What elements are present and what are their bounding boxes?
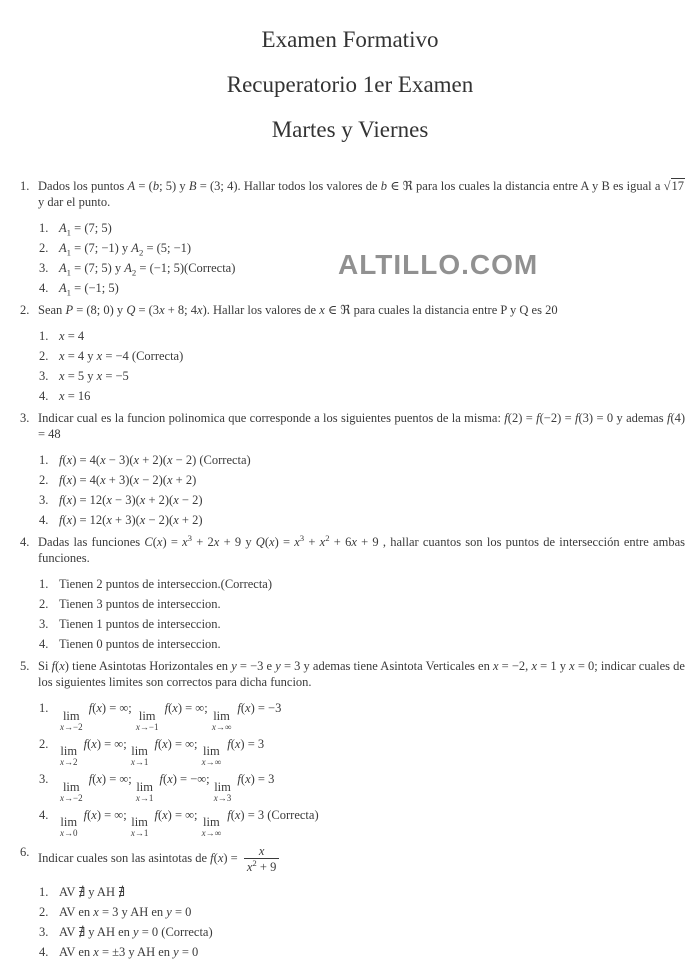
option-number: 3. [39,369,49,383]
option-item [39,472,685,488]
option-number: 1. [39,701,49,715]
question-statement-row [20,534,685,566]
option-number: 3. [39,493,49,507]
option-number: 1. [39,329,49,343]
option-text: x = 4 y x = −4 (Correcta) [59,349,184,363]
questions-list [0,178,700,960]
option-text: $A_1 = (7$; −1) y $A_2 = (5$; −1) [59,241,192,258]
question-item [20,844,685,960]
option-text: AV ∄ y AH ∄ [59,885,125,899]
option-number: 1. [39,885,49,899]
options-list [39,884,685,960]
page-title-line-1: Examen Formativo [261,27,439,52]
option-text: x = 16 [59,389,91,403]
option-text: f(x) = 12(x + 3)(x − 2)(x + 2) [59,513,203,527]
option-item [39,596,685,612]
question-item [20,534,685,652]
option-text: $A_1 = (-1$; 5) [59,281,119,298]
option-text: Tienen 0 puntos de interseccion. [59,637,221,651]
page-title-line-3: Martes y Viernes [271,117,429,142]
option-item [39,924,685,940]
option-text: Tienen 3 puntos de interseccion. [59,597,221,611]
option-number: 4. [39,389,49,403]
option-item [39,220,685,236]
option-item [39,616,685,632]
option-item [39,771,685,803]
option-text: AV ∄ y AH en y = 0 (Correcta) [59,925,213,939]
option-number: 4. [39,807,49,822]
option-item [39,700,685,732]
option-item [39,368,685,384]
option-text: Tienen 1 puntos de interseccion. [59,617,221,631]
options-list [39,700,685,838]
option-item [39,512,685,528]
option-text: Tienen 2 puntos de interseccion.(Correcta) [59,577,273,591]
option-text: f(x) = 4(x − 3)(x + 2)(x − 2) (Correcta) [59,453,251,467]
question-number: 5. [20,659,30,673]
option-text: lim x→−2 f(x) = ∞; lim x→1 f(x) = −∞; lim x→3 f(x) = 3 [60,772,275,803]
option-text: f(x) = 4(x + 3)(x − 2)(x + 2) [59,473,197,487]
option-text: f(x) = 12(x − 3)(x + 2)(x − 2) [59,493,203,507]
question-item [20,410,685,528]
question-item [20,658,685,838]
option-number: 3. [39,925,49,939]
options-list [39,328,685,404]
option-text: lim x→0 f(x) = ∞; lim x→1 f(x) = ∞; lim x→∞ f(x) = 3 (Correcta) [60,807,319,838]
option-item [39,576,685,592]
option-number: 2. [39,597,49,611]
option-text: x = 5 y x = −5 [59,369,129,383]
option-item [39,328,685,344]
option-number: 2. [39,241,49,255]
option-number: 4. [39,281,49,295]
option-item [39,348,685,364]
question-text: Indicar cual es la funcion polinomica que corresponde a los siguientes puentos de la misma: f(2) = f(−2) = f(3) = 0 y ademas f(4) = 48 [38,411,686,441]
option-number: 4. [39,637,49,651]
question-number: 3. [20,411,30,425]
option-item [39,280,685,296]
option-text: AV en x = ±3 y AH en y = 0 [59,945,199,959]
option-item [39,944,685,960]
option-number: 1. [39,453,49,467]
question-number: 4. [20,535,30,549]
option-number: 1. [39,221,49,235]
option-number: 2. [39,905,49,919]
option-number: 3. [39,617,49,631]
option-item [39,884,685,900]
question-number: 6. [20,845,30,859]
altillo-watermark: ALTILLO.COM [338,249,539,280]
option-item [39,736,685,768]
option-number: 4. [39,513,49,527]
question-text: Dados los puntos A = (b; 5) y B = (3; 4). Hallar todos los valores de b ∈ ℜ para los cuales la distancia entre A y B es igual a √17 y dar el punto. [38,179,684,209]
option-number: 2. [39,473,49,487]
question-text: Indicar cuales son las asintotas de f(x) = $\frac{x}{x^2 + 9}$ [38,844,685,874]
option-number: 3. [39,772,49,786]
option-text: x = 4 [59,329,85,343]
option-item [39,904,685,920]
option-number: 3. [39,261,49,275]
option-number: 4. [39,945,49,959]
option-number: 2. [39,736,49,751]
title-block [0,0,700,143]
question-statement-row [20,658,685,690]
option-item [39,492,685,508]
question-statement-row [20,844,685,874]
question-number: 2. [20,303,30,317]
option-text: lim x→2 f(x) = ∞; lim x→1 f(x) = ∞; lim x→∞ f(x) = 3 [60,736,265,767]
question-text: Si f(x) tiene Asintotas Horizontales en y = −3 e y = 3 y ademas tiene Asintota Verticales en x = −2, x = 1 y x = 0; indicar cuales de los siguientes limites son correctos para dicha funcion. [38,659,685,689]
question-statement-row [20,302,685,318]
question-number: 1. [20,179,30,193]
question-statement-row [20,410,685,442]
option-text: lim x→−2 f(x) = ∞; lim x→−1 f(x) = ∞; lim x→∞ f(x) = −3 [60,701,282,732]
option-number: 2. [39,349,49,363]
options-list [39,576,685,652]
question-statement-row [20,178,685,210]
question-item [20,302,685,404]
question-text: Dadas las funciones $C(x) = x^3 + 2x + 9$ y $Q(x) = x^3 + x^2 + 6x + 9$ , hallar cuantos son los puntos de intersección entre ambas funciones. [38,532,685,565]
page-title-line-2: Recuperatorio 1er Examen [226,72,474,97]
option-text: $A_1 = (7$; 5) y $A_2 = (-1$; 5)(Correcta) [59,261,236,278]
question-text: Sean P = (8; 0) y Q = (3x + 8; 4x). Hallar los valores de x ∈ ℜ para cuales la distancia entre P y Q es 20 [38,303,558,317]
option-item [39,452,685,468]
option-item [39,636,685,652]
options-list [39,452,685,528]
option-text: $A_1 = (7$; 5) [59,221,112,238]
option-item [39,807,685,839]
option-text: AV en x = 3 y AH en y = 0 [59,905,192,919]
option-item [39,388,685,404]
option-number: 1. [39,577,49,591]
